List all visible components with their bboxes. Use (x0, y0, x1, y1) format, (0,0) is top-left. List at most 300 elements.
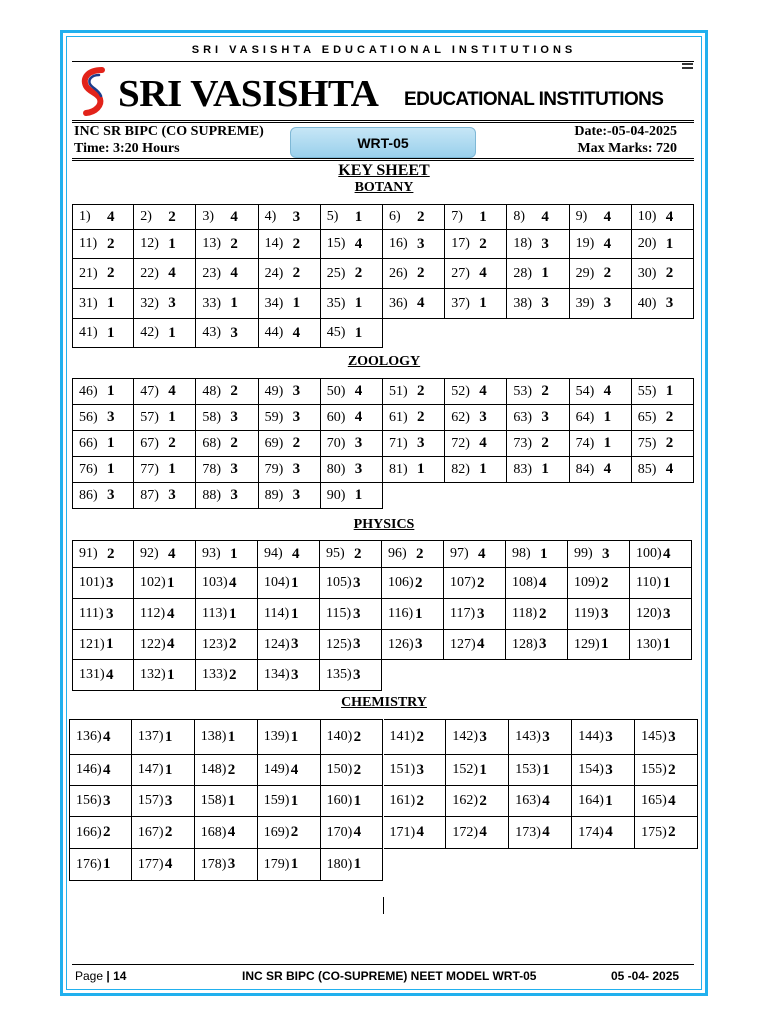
answer-option: 2 (668, 824, 676, 840)
answer-cell (321, 755, 384, 786)
answer-cell (321, 786, 384, 817)
answer-cell (195, 719, 258, 755)
question-number: 156) (76, 793, 102, 808)
answer-cell (321, 405, 383, 431)
answer-option: 3 (416, 761, 424, 778)
answer-option: 4 (479, 265, 487, 281)
answer-cell (383, 230, 445, 259)
answer-cell (72, 630, 134, 660)
question-number: 160) (326, 793, 353, 808)
answer-option: 4 (167, 636, 175, 652)
answer-option: 3 (665, 295, 674, 311)
answer-option: 3 (605, 761, 613, 778)
answer-cell (196, 599, 258, 630)
header-rule-2 (72, 122, 694, 123)
question-number: 175) (641, 824, 667, 840)
question-number: 28) (513, 265, 533, 281)
question-number: 148) (200, 762, 227, 777)
answer-cell (632, 204, 694, 230)
menu-lines-icon (682, 63, 693, 71)
answer-option: 4 (354, 235, 363, 252)
answer-cell (444, 540, 506, 568)
question-number: 117) (450, 606, 476, 621)
answer-cell (383, 405, 445, 431)
question-number: 74) (575, 435, 595, 451)
answer-cell (507, 259, 569, 289)
answer-cell (444, 599, 506, 630)
answer-option: 4 (103, 728, 111, 745)
question-number: 165) (641, 793, 667, 808)
answer-cell (259, 319, 321, 348)
answer-cell (259, 483, 321, 509)
question-number: 93) (202, 546, 221, 561)
question-number: 45) (326, 325, 346, 340)
answer-option: 4 (164, 856, 173, 872)
answer-cell (69, 755, 132, 786)
question-number: 152) (452, 762, 479, 777)
question-number: 150) (326, 762, 353, 777)
section-heading: ZOOLOGY (347, 354, 421, 369)
answer-cell (321, 817, 384, 849)
question-number: 103) (202, 575, 228, 590)
question-number: 31) (79, 295, 98, 311)
answer-cell (382, 568, 444, 599)
question-number: 99) (574, 546, 593, 561)
question-number: 51) (389, 383, 408, 399)
answer-option: 3 (663, 605, 671, 622)
question-number: 46) (79, 383, 98, 399)
answer-option: 1 (227, 728, 236, 745)
answer-cell (134, 259, 196, 289)
answer-option: 4 (354, 383, 363, 399)
answer-cell (259, 378, 321, 405)
question-number: 90) (326, 487, 346, 503)
answer-option: 2 (541, 435, 549, 451)
answer-cell (446, 817, 509, 849)
answer-option: 3 (541, 235, 549, 252)
answer-cell (572, 719, 635, 755)
answer-option: 2 (292, 265, 301, 281)
answer-option: 2 (416, 545, 424, 562)
answer-option: 4 (542, 792, 550, 809)
question-number: 48) (202, 383, 222, 399)
answer-option: 1 (665, 235, 674, 252)
answer-cell (382, 540, 444, 568)
answer-cell (384, 719, 447, 755)
question-number: 79) (264, 461, 284, 477)
answer-cell (570, 405, 632, 431)
answer-option: 1 (227, 792, 236, 809)
question-number: 114) (264, 606, 290, 621)
answer-option: 3 (107, 487, 115, 503)
question-number: 56) (79, 409, 98, 425)
answer-option: 1 (665, 383, 674, 399)
answer-option: 1 (354, 295, 363, 311)
question-number: 19) (575, 236, 595, 251)
answer-option: 2 (227, 761, 236, 778)
answer-option: 2 (417, 383, 425, 399)
answer-cell (258, 630, 320, 660)
answer-option: 1 (479, 208, 487, 225)
answer-cell (321, 378, 383, 405)
answer-cell (444, 630, 506, 660)
question-number: 155) (641, 762, 667, 777)
question-number: 177) (137, 856, 164, 872)
question-number: 33) (202, 295, 222, 311)
answer-option: 2 (290, 824, 299, 840)
question-number: 69) (264, 435, 284, 451)
question-number: 84) (575, 461, 595, 477)
question-number: 91) (79, 546, 98, 561)
answer-cell (572, 786, 635, 817)
answer-option: 3 (542, 728, 550, 745)
answer-option: 3 (602, 545, 610, 562)
question-number: 129) (574, 636, 600, 652)
answer-cell (132, 719, 195, 755)
question-number: 161) (389, 793, 416, 808)
answer-cell (383, 457, 445, 483)
answer-option: 4 (168, 545, 176, 562)
answer-cell (259, 204, 321, 230)
answer-option: 3 (668, 728, 676, 745)
question-number: 139) (263, 729, 290, 744)
question-number: 134) (264, 667, 290, 682)
answer-cell (384, 786, 447, 817)
question-number: 21) (79, 265, 98, 281)
question-number: 54) (575, 383, 595, 399)
question-number: 143) (515, 729, 541, 744)
answer-option: 2 (354, 545, 362, 562)
question-number: 38) (513, 295, 533, 311)
answer-cell (196, 204, 258, 230)
question-number: 119) (574, 606, 600, 621)
answer-option: 1 (167, 574, 175, 591)
answer-cell (259, 230, 321, 259)
question-number: 109) (574, 575, 600, 590)
answer-option: 2 (107, 545, 115, 562)
question-number: 59) (264, 409, 284, 425)
question-number: 168) (200, 824, 227, 840)
answer-option: 1 (417, 461, 425, 477)
question-number: 98) (512, 546, 531, 561)
answer-cell (445, 204, 507, 230)
answer-cell (196, 630, 258, 660)
header-rule-3 (72, 158, 694, 159)
answer-option: 4 (229, 574, 237, 591)
answer-option: 4 (106, 666, 114, 683)
answer-option: 1 (168, 409, 176, 425)
answer-option: 3 (539, 636, 547, 652)
question-number: 73) (513, 435, 533, 451)
answer-option: 1 (663, 636, 671, 652)
question-number: 172) (452, 824, 479, 840)
answer-option: 1 (107, 324, 115, 341)
answer-option: 3 (541, 409, 549, 425)
answer-option: 1 (603, 409, 612, 425)
answer-cell (445, 230, 507, 259)
answer-cell (196, 230, 258, 259)
question-number: 66) (79, 435, 98, 451)
answer-option: 2 (417, 409, 425, 425)
question-number: 115) (326, 606, 352, 621)
question-number: 137) (137, 729, 164, 744)
answer-cell (132, 817, 195, 849)
answer-option: 4 (103, 761, 111, 778)
question-number: 40) (637, 295, 657, 311)
answer-cell (630, 630, 692, 660)
answer-cell (506, 630, 568, 660)
footer-rule (72, 964, 694, 965)
answer-option: 2 (541, 383, 549, 399)
answer-option: 1 (354, 324, 363, 341)
question-number: 2) (140, 209, 152, 224)
answer-option: 1 (290, 728, 299, 745)
question-number: 30) (637, 265, 657, 281)
answer-option: 3 (354, 461, 363, 477)
question-number: 140) (326, 729, 353, 744)
answer-cell (509, 719, 572, 755)
question-number: 65) (637, 409, 657, 425)
question-number: 58) (202, 409, 222, 425)
question-number: 164) (578, 793, 604, 808)
question-number: 123) (202, 636, 228, 652)
question-number: 171) (389, 824, 416, 840)
sv-logo-icon (78, 66, 108, 118)
answer-option: 3 (168, 487, 176, 503)
question-number: 167) (137, 824, 164, 840)
answer-cell (69, 817, 132, 849)
answer-cell (507, 289, 569, 319)
question-number: 14) (264, 236, 284, 251)
answer-option: 4 (416, 824, 424, 840)
question-number: 102) (140, 575, 166, 590)
answer-cell (632, 431, 694, 457)
question-number: 55) (637, 383, 657, 399)
answer-option: 2 (665, 265, 674, 281)
answer-cell (383, 378, 445, 405)
section-heading: BOTANY (354, 180, 414, 195)
answer-cell (568, 599, 630, 630)
answer-cell (383, 431, 445, 457)
answer-option: 4 (227, 824, 236, 840)
answer-cell (258, 849, 321, 881)
answer-option: 2 (164, 824, 173, 840)
question-number: 95) (326, 546, 345, 561)
answer-cell (134, 599, 196, 630)
answer-option: 1 (542, 761, 550, 778)
question-number: 180) (326, 856, 353, 872)
question-number: 10) (637, 209, 657, 224)
answer-cell (507, 230, 569, 259)
question-number: 132) (140, 667, 166, 682)
question-number: 106) (388, 575, 414, 590)
answer-cell (134, 319, 196, 348)
question-number: 122) (140, 636, 166, 652)
brand-subtitle: EDUCATIONAL INSTITUTIONS (404, 89, 664, 110)
question-number: 62) (451, 409, 470, 425)
answer-cell (321, 289, 383, 319)
question-number: 174) (578, 824, 604, 840)
question-number: 133) (202, 667, 228, 682)
question-number: 76) (79, 461, 98, 477)
question-number: 86) (79, 487, 98, 503)
answer-cell (507, 405, 569, 431)
answer-cell (635, 817, 698, 849)
answer-cell (72, 431, 134, 457)
answer-option: 3 (415, 636, 423, 652)
answer-cell (195, 817, 258, 849)
answer-option: 4 (603, 383, 612, 399)
answer-option: 3 (106, 574, 114, 591)
question-number: 49) (264, 383, 284, 399)
answer-cell (132, 786, 195, 817)
answer-option: 3 (605, 728, 613, 745)
question-number: 50) (326, 383, 346, 399)
answer-option: 4 (167, 605, 175, 622)
answer-cell (195, 755, 258, 786)
answer-option: 1 (663, 574, 671, 591)
question-number: 13) (202, 236, 222, 251)
answer-cell (570, 289, 632, 319)
answer-cell (132, 849, 195, 881)
answer-cell (259, 431, 321, 457)
question-number: 142) (452, 729, 479, 744)
answer-option: 2 (477, 574, 485, 591)
answer-cell (258, 817, 321, 849)
question-number: 81) (389, 461, 408, 477)
answer-cell (132, 755, 195, 786)
footer-title: INC SR BIPC (CO-SUPREME) NEET MODEL WRT-05 (242, 969, 537, 983)
test-badge: WRT-05 (290, 127, 476, 158)
answer-cell (445, 289, 507, 319)
question-number: 176) (76, 856, 102, 872)
question-number: 8) (513, 209, 526, 224)
answer-option: 3 (479, 728, 487, 745)
answer-option: 3 (292, 383, 301, 399)
answer-cell (570, 204, 632, 230)
question-number: 154) (578, 762, 604, 777)
answer-cell (134, 230, 196, 259)
answer-option: 2 (107, 265, 115, 281)
answer-cell (196, 660, 258, 691)
question-number: 34) (264, 295, 284, 311)
answer-cell (134, 457, 196, 483)
question-number: 12) (140, 236, 159, 251)
question-number: 41) (79, 325, 98, 340)
answer-option: 1 (103, 856, 111, 872)
answer-option: 3 (353, 605, 361, 622)
question-number: 125) (326, 636, 352, 652)
answer-option: 1 (107, 383, 115, 399)
question-number: 138) (200, 729, 227, 744)
answer-cell (196, 568, 258, 599)
question-number: 130) (636, 636, 662, 652)
answer-cell (258, 755, 321, 786)
answer-cell (570, 230, 632, 259)
answer-option: 4 (292, 545, 300, 562)
answer-cell (382, 599, 444, 630)
answer-option: 2 (479, 792, 487, 809)
exam-date: Date:-05-04-2025 (574, 124, 677, 139)
question-number: 42) (140, 325, 159, 340)
answer-option: 4 (353, 824, 362, 840)
answer-cell (635, 719, 698, 755)
question-number: 67) (140, 435, 159, 451)
question-number: 153) (515, 762, 541, 777)
answer-cell (509, 817, 572, 849)
answer-option: 3 (106, 605, 114, 622)
section-heading: PHYSICS (353, 517, 415, 532)
answer-option: 1 (354, 208, 363, 225)
question-number: 178) (200, 856, 227, 872)
question-number: 27) (451, 265, 470, 281)
question-number: 77) (140, 461, 159, 477)
answer-option: 1 (290, 856, 299, 872)
question-number: 39) (575, 295, 595, 311)
answer-option: 2 (168, 435, 176, 451)
question-number: 89) (264, 487, 284, 503)
answer-option: 1 (415, 605, 423, 622)
question-number: 1) (79, 209, 91, 224)
answer-cell (72, 230, 134, 259)
answer-cell (196, 431, 258, 457)
answer-option: 4 (230, 265, 238, 281)
answer-cell (446, 719, 509, 755)
header-rule-1 (72, 120, 694, 121)
answer-option: 1 (292, 295, 301, 311)
answer-cell (630, 599, 692, 630)
answer-cell (72, 204, 134, 230)
question-number: 22) (140, 265, 159, 281)
answer-option: 2 (230, 383, 238, 399)
answer-option: 1 (107, 435, 115, 451)
answer-cell (134, 483, 196, 509)
answer-cell (134, 660, 196, 691)
answer-cell (507, 431, 569, 457)
answer-option: 2 (230, 435, 238, 451)
answer-cell (383, 289, 445, 319)
answer-cell (134, 378, 196, 405)
question-number: 113) (202, 606, 228, 621)
answer-cell (259, 457, 321, 483)
answer-option: 4 (603, 235, 612, 252)
answer-cell (445, 378, 507, 405)
question-number: 83) (513, 461, 533, 477)
answer-cell (134, 568, 196, 599)
answer-cell (196, 405, 258, 431)
question-number: 158) (200, 793, 227, 808)
answer-cell (72, 599, 134, 630)
answer-option: 2 (417, 265, 425, 281)
answer-cell (258, 660, 320, 691)
question-number: 107) (450, 575, 476, 590)
question-number: 4) (264, 209, 277, 224)
question-number: 11) (79, 236, 98, 251)
answer-option: 1 (353, 792, 362, 809)
question-number: 23) (202, 265, 222, 281)
question-number: 72) (451, 435, 470, 451)
question-number: 80) (326, 461, 346, 477)
question-number: 9) (575, 209, 588, 224)
answer-cell (134, 289, 196, 319)
question-number: 147) (137, 762, 164, 777)
answer-cell (321, 319, 383, 348)
text-cursor (383, 897, 384, 914)
answer-cell (258, 568, 320, 599)
question-number: 145) (641, 729, 667, 744)
answer-cell (258, 786, 321, 817)
answer-option: 1 (168, 235, 176, 252)
